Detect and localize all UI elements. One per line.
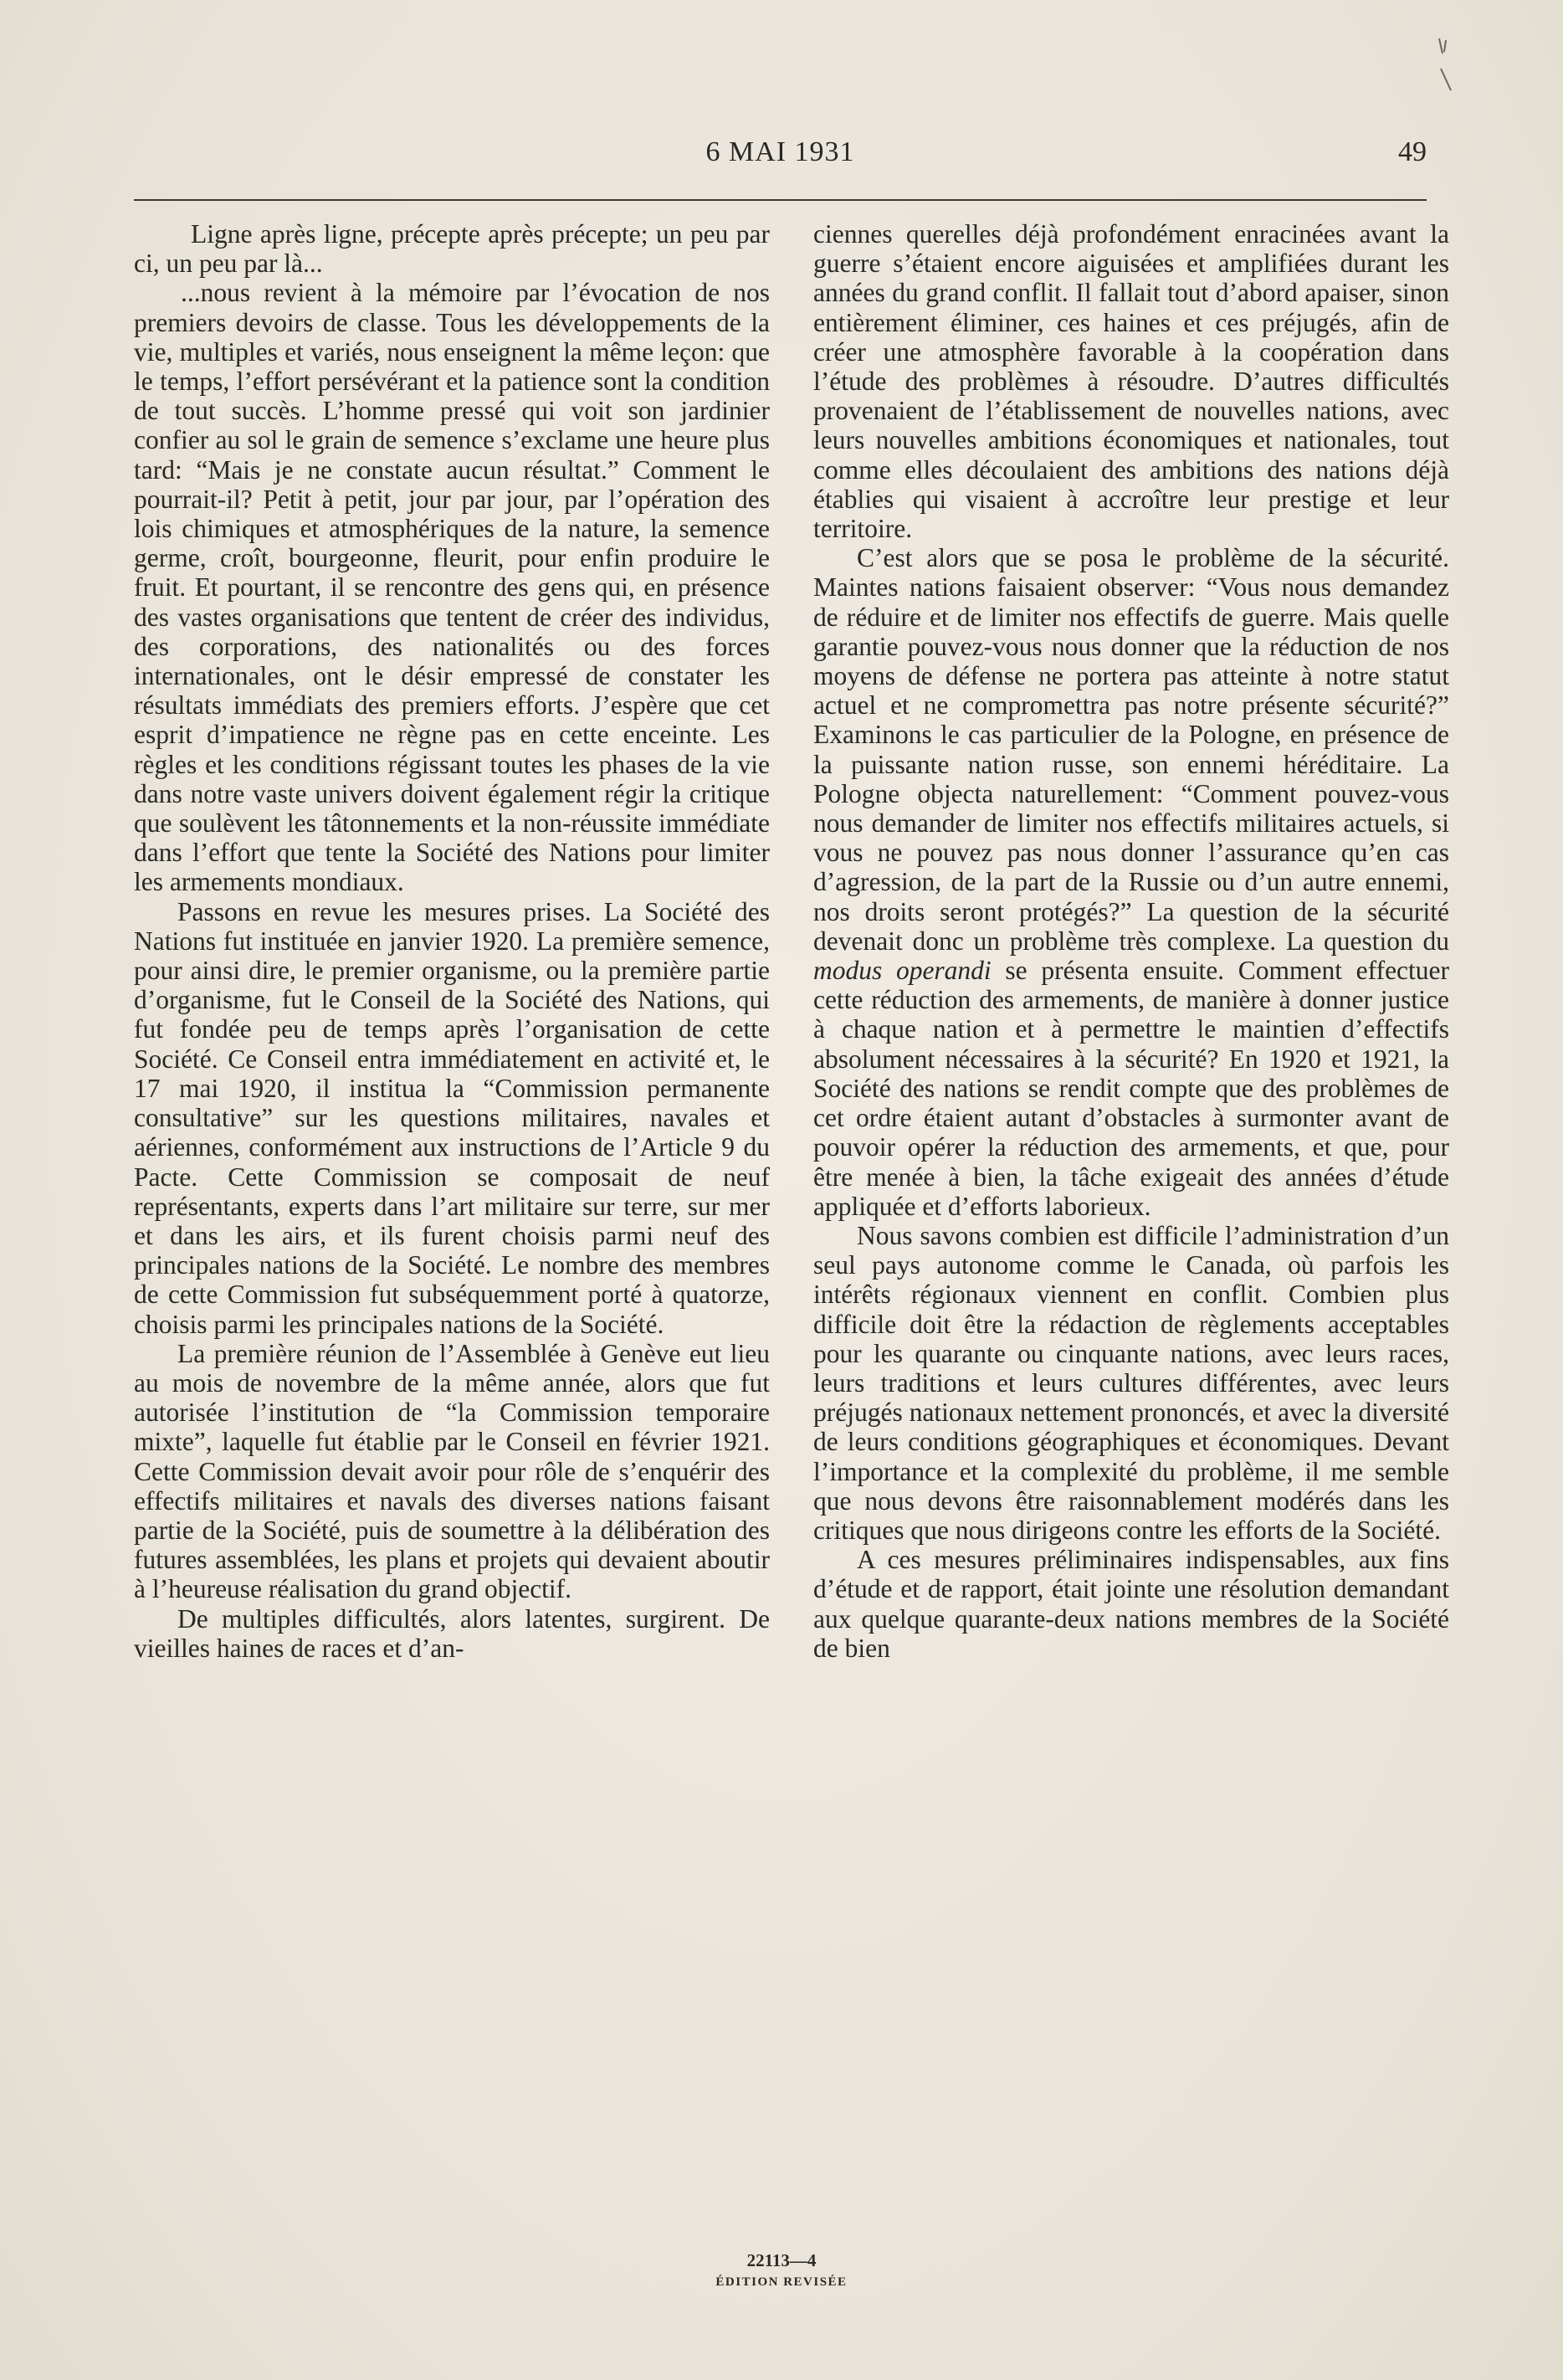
header-date: 6 MAI 1931 [705, 136, 855, 167]
left-column [134, 219, 770, 1663]
body-paragraph [813, 543, 1449, 1221]
body-paragraph: ciennes querelles déjà profondément enracinées avant la guerre s’étaient encore aiguisées et amplifiées durant les années du grand conflit. Il fallait tout d’abord apaiser, sinon entièrement éliminer, ces haines et ces préjugés, afin de créer une atmosphère favorable à la coopération dans l’étude des problèmes à résoudre. D’autres difficultés provenaient de l’établissement de nouvelles nations, avec leurs nouvelles ambitions économiques et nationales, tout comme elles découlaient des ambitions des nations déjà établies qui visaient à accroître leur prestige et leur territoire. [813, 219, 1449, 544]
body-paragraph: La première réunion de l’Assemblée à Genève eut lieu au mois de novembre de la même année, alors que fut autorisée l’institution de “la Commission temporaire mixte”, laquelle fut établie par le Conseil en février 1921. Cette Commission devait avoir pour rôle de s’enquérir des effectifs militaires et navals des diverses nations faisant partie de la Société, puis de soumettre à la délibération des futures assemblées, les plans et projets qui devaient aboutir à l’heureuse réalisation du grand objectif. [134, 1338, 770, 1604]
body-paragraph: ...nous revient à la mémoire par l’évocation de nos premiers devoirs de classe. Tous les développements de la vie, multiples et variés, nous enseignent la même leçon: que le temps, l’effort persévérant et la patience sont la condition de tout succès. L’homme pressé qui voit son jardinier confier au sol le grain de semence s’exclame une heure plus tard: “Mais je ne constate aucun résultat.” Comment le pourrait-il? Petit à petit, jour par jour, par l’opération des lois chimiques et atmosphériques de la nature, la semence germe, croît, bourgeonne, fleurit, pour enfin produire le fruit. Et pourtant, il se rencontre des gens qui, en présence des vastes organisations que tentent de créer des individus, des corporations, des nationalités ou des forces internationales, ont le désir empressé de constater les résultats immédiats des premiers efforts. J’espère que cet esprit d’impatience ne règne pas en cette enceinte. Les règles et les conditions régissant toutes les phases de la vie dans notre vaste univers doivent également régir la critique que soulèvent les tâtonnements et la non-réussite immédiate dans l’effort que tente la Société des Nations pour limiter les armements mondiaux. [134, 278, 770, 897]
footer-number: 22113—4 [746, 2250, 817, 2270]
italic-term: modus operandi [813, 956, 992, 986]
page-footer [0, 2249, 1563, 2293]
header-rule [134, 199, 1427, 201]
text-run: C’est alors que se posa le problème de la sécurité. Maintes nations faisaient observer: “Vous nous demandez de réduire et de limiter nos effectifs de guerre. Mais quelle garantie pouvez-vous nous donner que la réduction de nos moyens de défense ne portera pas atteinte à notre statut actuel et ne compromettra pas notre présente sécurité?” Examinons le cas particulier de la Pologne, en présence de la puissante nation russe, son ennemi héréditaire. La Pologne objecta naturellement: “Comment pouvez-vous nous demander de limiter nos effectifs militaires actuels, si vous ne pouvez pas nous donner l’assurance qu’en cas d’agression, de la part de la Russie ou d’un autre ennemi, nos droits seront protégés?” La question de la sécurité devenait donc un problème très complexe. La question du [813, 543, 1449, 956]
body-paragraph: Passons en revue les mesures prises. La Société des Nations fut instituée en janvier 1920. La première semence, pour ainsi dire, le premier organisme, ou la première partie d’organisme, fut le Conseil de la Société des Nations, qui fut fondée peu de temps après l’organisation de cette Société. Ce Conseil entra immédiatement en activité et, le 17 mai 1920, il institua la “Commission permanente consultative” sur les questions militaires, navales et aériennes, conformément aux instructions de l’Article 9 du Pacte. Cette Commission se composait de neuf représentants, experts dans l’art militaire sur terre, sur mer et dans les airs, et ils furent choisis parmi neuf des principales nations de la Société. Le nombre des membres de cette Commission fut subséquemment porté à quatorze, choisis parmi les principales nations de la Société. [134, 896, 770, 1339]
text-run: se présenta ensuite. Comment effectuer cette réduction des armements, de manière à donner justice à chaque nation et à permettre le maintien d’effectifs absolument nécessaires à la sécurité? En 1920 et 1921, la Société des nations se rendit compte que des problèmes de cet ordre étaient autant d’obstacles à surmonter avant de pouvoir opérer la réduction des armements, et que, pour être menée à bien, la tâche exigeait des années d’étude appliquée et d’efforts laborieux. [813, 956, 1450, 1221]
body-paragraph: Nous savons combien est difficile l’administration d’un seul pays autonome comme le Canada, où parfois les intérêts régionaux viennent en conflit. Combien plus difficile doit être la rédaction de règlements acceptables pour les quarante ou cinquante nations, avec leurs races, leurs traditions et leurs cultures différentes, avec leurs préjugés nationaux nettement prononcés, et avec la diversité de leurs conditions géographiques et économiques. Devant l’importance et la complexité du problème, il me semble que nous devons être raisonnablement modérés dans les critiques que nous dirigeons contre les efforts de la Société. [813, 1220, 1449, 1545]
right-column [813, 219, 1449, 1663]
epigraph-paragraph: Ligne après ligne, précepte après précepte; un peu par ci, un peu par là... [134, 219, 770, 279]
body-paragraph: A ces mesures préliminaires indispensables, aux fins d’étude et de rapport, était jointe une résolution demandant aux quelque quarante-deux nations membres de la Société de bien [813, 1545, 1449, 1663]
page-header [134, 136, 1427, 178]
footer-edition: ÉDITION REVISÉE [715, 2275, 848, 2289]
margin-pencil-mark [1436, 35, 1454, 94]
page-number: 49 [1398, 136, 1427, 167]
body-paragraph: De multiples difficultés, alors latentes, surgirent. De vieilles haines de races et d’an- [134, 1603, 770, 1663]
